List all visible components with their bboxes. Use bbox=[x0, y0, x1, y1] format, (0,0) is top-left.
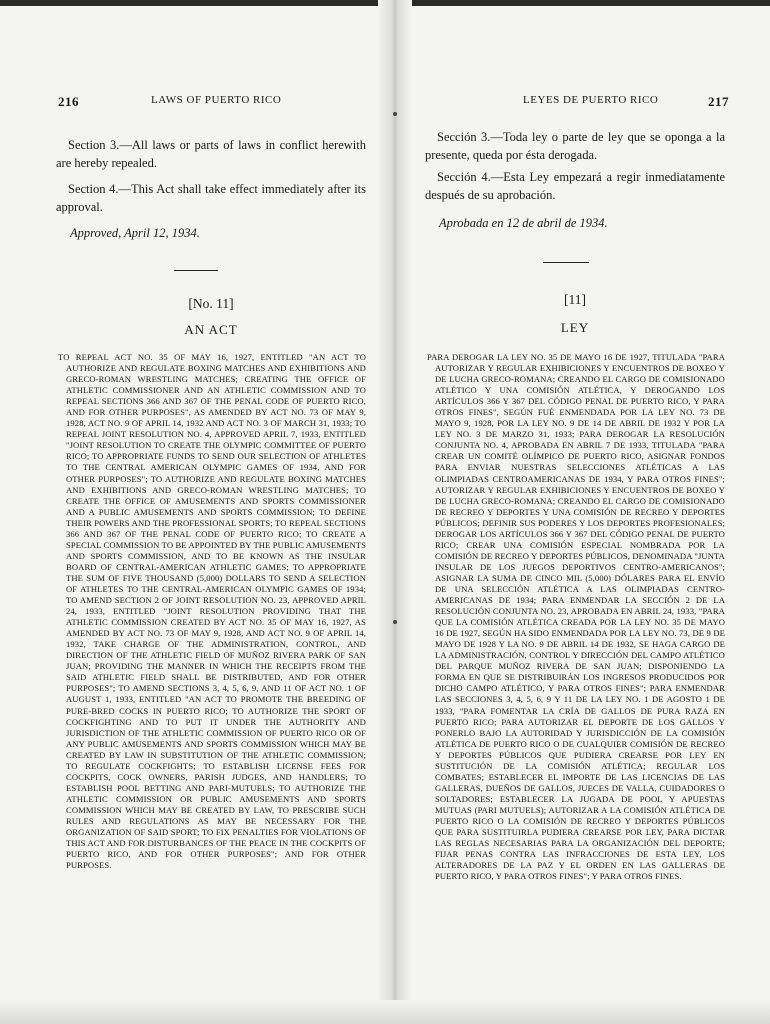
section-4-text: Section 4.—This Act shall take effect immediately after its approval. bbox=[56, 182, 366, 214]
gutter-mark bbox=[393, 112, 397, 116]
section-3-text: Section 3.—All laws or parts of laws in conflict herewith are hereby repealed. bbox=[56, 138, 366, 170]
right-running-header bbox=[425, 94, 729, 110]
act-heading: AN ACT bbox=[184, 322, 238, 337]
left-running-header bbox=[56, 94, 366, 110]
divider-rule bbox=[174, 270, 218, 271]
right-page bbox=[425, 0, 729, 1024]
running-title: LEYES DE PUERTO RICO bbox=[523, 94, 659, 106]
seccion-4-text: Sección 4.—Esta Ley empezará a regir inmediatamente después de su aprobación. bbox=[425, 170, 725, 202]
act-number: [No. 11] bbox=[188, 296, 234, 311]
book-gutter bbox=[378, 0, 412, 1024]
approval-date: Approved, April 12, 1934. bbox=[70, 226, 200, 240]
page-number: 217 bbox=[708, 94, 729, 109]
seccion-3-text: Sección 3.—Toda ley o parte de ley que se oponga a la presente, queda por ésta derogada. bbox=[425, 130, 725, 162]
gutter-mark bbox=[393, 620, 397, 624]
act-number: [11] bbox=[564, 292, 586, 307]
left-page bbox=[56, 0, 366, 1024]
act-summary bbox=[58, 352, 366, 871]
approval-date: Aprobada en 12 de abril de 1934. bbox=[439, 216, 608, 230]
act-summary-text: TO REPEAL ACT NO. 35 OF MAY 16, 1927, ENTITLED "AN ACT TO AUTHORIZE AND REGULATE BOXING MATCHES AND EXHIBITIONS AND GRECO-ROMAN WRESTLING MATCHES; CREATING THE OFFICE OF ATHLETIC COMMISSIONER AND AN ATHLETIC COMMISSION AND TO REPEAL SECTIONS 366 AND 367 OF THE PENAL CODE OF PUERTO RICO, AND FOR OTHER PURPOSES", AS AMENDED BY ACT NO. 73 OF MAY 9, 1928, ACT NO. 9 OF APRIL 14, 1932 AND ACT NO. 3 OF MARCH 31, 1933; TO REPEAL JOINT RESOLUTION NO. 4, APPROVED APRIL 7, 1933, ENTITLED "JOINT RESOLUTION TO CREATE THE OLYMPIC COMMITTEE OF PUERTO RICO; TO APPROPRIATE FUNDS TO SEND OUR SELECTION OF ATHLETES TO THE CENTRAL AMERICAN OLYMPIC GAMES OF 1934, AND FOR OTHER PURPOSES"; TO AUTHORIZE AND REGULATE BOXING MATCHES AND EXHIBITIONS AND GRECO-ROMAN WRESTLING MATCHES; TO CREATE THE OFFICE OF AMUSEMENTS AND SPORTS COMMISSIONER AND A PUBLIC AMUSEMENTS AND SPORTS COMMISSION; TO DEFINE THEIR POWERS AND THE PROFESSIONAL SPORTS; TO REPEAL SECTIONS 366 AND 367 OF THE PENAL CODE OF PUERTO RICO; TO CREATE A SPECIAL COMMISSION TO BE APPOINTED BY THE PUBLIC AMUSEMENTS AND SPORTS COMMISSION, AND TO BE KNOWN AS THE INSULAR BOARD OF CENTRAL-AMERICAN ATHLETIC GAMES; TO APPROPRIATE THE SUM OF FIVE THOUSAND (5,000) DOLLARS TO SEND A SELECTION OF ATHLETES TO THE CENTRAL-AMERICAN OLYMPIC GAMES OF 1934; TO AMEND SECTION 2 OF JOINT RESOLUTION NO. 23, APPROVED APRIL 24, 1933, ENTITLED "JOINT RESOLUTION PROVIDING THAT THE ATHLETIC COMMISSION CREATED BY ACT NO. 35 OF MAY 16, 1927, AS AMENDED BY ACT NO. 73 OF MAY 9, 1928, AND ACT NO. 9 OF APRIL 14, 1932, TAKE CHARGE OF THE ADMINISTRATION, CONTROL, AND DIRECTION OF THE ATHLETIC FIELD OF MUÑOZ RIVERA PARK OF SAN JUAN; PROVIDING THE MANNER IN WHICH THE RECEIPTS FROM THE SAID ATHLETIC FIELD SHALL BE DISTRIBUTED, AND FOR OTHER PURPOSES"; TO AMEND SECTIONS 3, 4, 5, 6, 9, AND 11 OF ACT NO. 1 OF AUGUST 1, 1933, ENTITLED "AN ACT TO PROMOTE THE BREEDING OF PURE-BRED COCKS IN PUERTO RICO; TO AUTHORIZE THE SPORT OF COCKFIGHTING AND TO PUT IT UNDER THE AUTHORITY AND JURISDICTION OF THE ATHLETIC COMMISSION OF PUERTO RICO OR OF ANY PUBLIC AMUSEMENTS AND SPORTS COMMISSION WHICH MAY BE CREATED BY LAW IN SUBSTITUTION OF THE ATHLETIC COMMISSION; TO REGULATE COCKFIGHTS; TO ESTABLISH LICENSE FEES FOR COCKPITS, COCK OWNERS, PARISH JUDGES, AND HANDLERS; TO ESTABLISH POOL BETTING AND PARI-MUTUELS; TO AUTHORIZE THE ATHLETIC COMMISSION OR PUBLIC AMUSEMENTS AND SPORTS COMMISSION WHICH MAY BE CREATED BY LAW, TO PRESCRIBE SUCH RULES AND REGULATIONS AS MAY BE NECESSARY FOR THE ORGANIZATION OF SAID SPORT; TO FIX PENALTIES FOR VIOLATIONS OF THIS ACT AND FOR DISTURBANCES OF THE PEACE IN THE COCKPITS OF PUERTO RICO, AND FOR OTHER PURPOSES"; AND FOR OTHER PURPOSES. bbox=[58, 352, 366, 871]
act-summary-text: PARA DEROGAR LA LEY NO. 35 DE MAYO 16 DE 1927, TITULADA "PARA AUTORIZAR Y REGULAR EXHIBICIONES Y ENCUENTROS DE BOXEO Y DE LUCHA GRECO-ROMANA; CREANDO EL CARGO DE COMISIONADO ATLÉTICO Y UNA COMISIÓN ATLÉTICA, Y DEROGANDO LOS ARTÍCULOS 366 Y 367 DEL CÓDIGO PENAL DE PUERTO RICO, Y PARA OTROS FINES", SEGÚN FUÉ ENMENDADA POR LA LEY NO. 73 DE MAYO 9, 1928, POR LA LEY NO. 9 DE 14 DE ABRIL DE 1932 Y POR LA LEY NO. 3 DE MARZO 31, 1933; PARA DEROGAR LA RESOLUCIÓN CONJUNTA NO. 4, APROBADA EN ABRIL 7 DE 1933, TITULADA "PARA CREAR UN COMITÉ OLÍMPICO DE PUERTO RICO, ASIGNAR FONDOS PARA ENVIAR NUESTRAS SELECCIONES ATLÉTICAS A LAS OLIMPIADAS CENTROAMERICANAS DE 1934, Y PARA OTROS FINES"; AUTORIZAR Y REGULAR EXHIBICIONES Y ENCUENTROS DE BOXEO Y DE LUCHA GRECO-ROMANA; CREANDO EL CARGO DE COMISIONADO DE RECREO Y DEPORTES Y UNA COMISIÓN DE RECREO Y DEPORTES PÚBLICOS; DEFINIR SUS PODERES Y LOS DEPORTES PROFESIONALES; DEROGAR LOS ARTÍCULOS 366 Y 367 DEL CÓDIGO PENAL DE PUERTO RICO; CREAR UNA COMISIÓN ESPECIAL NOMBRADA POR LA COMISIÓN DE RECREO Y DEPORTES PÚBLICOS, DENOMINADA "JUNTA INSULAR DE LOS JUEGOS DEPORTIVOS CENTRO-AMERICANOS"; ASIGNAR LA SUMA DE CINCO MIL (5,000) DÓLARES PARA EL ENVÍO DE UNA SELECCIÓN ATLÉTICA A LAS OLIMPIADAS CENTRO-AMERICANAS DE 1934; PARA ENMENDAR LA SECCIÓN 2 DE LA RESOLUCIÓN CONJUNTA NO. 23, APROBADA EN ABRIL 24, 1933, "PARA QUE LA COMISIÓN ATLÉTICA CREADA POR LA LEY NO. 35 DE MAYO 16 DE 1927, SEGÚN HA SIDO ENMENDADA POR LA LEY NO. 73, DE 9 DE MAYO DE 1928 Y LA NO. 9 DE ABRIL 14 DE 1932, SE HAGA CARGO DE LA ADMINISTRACIÓN, CONTROL Y DIRECCIÓN DEL CAMPO ATLÉTICO DEL PARQUE MUÑOZ RIVERA DE SAN JUAN; DISPONIENDO LA FORMA EN QUE SE DISTRIBUIRÁN LOS INGRESOS PRODUCIDOS POR DICHO CAMPO ATLÉTICO, Y PARA OTROS FINES"; PARA ENMENDAR LAS SECCIONES 3, 4, 5, 6, 9 Y 11 DE LA LEY NO. 1 DE AGOSTO 1 DE 1933, "PARA FOMENTAR LA CRÍA DE GALLOS DE PURA RAZA EN PUERTO RICO; PARA AUTORIZAR EL DEPORTE DE LOS GALLOS Y PONERLO BAJO LA AUTORIDAD Y JURISDICCIÓN DE LA COMISIÓN ATLÉTICA DE PUERTO RICO O DE CUALQUIER COMISIÓN DE RECREO Y DEPORTES PÚBLICOS QUE PUDIERA CREARSE POR LEY EN SUSTITUCIÓN DE LA COMISIÓN ATLÉTICA; REGULAR LOS COMBATES; ESTABLECER EL IMPORTE DE LAS LICENCIAS DE LAS GALLERAS, DUEÑOS DE GALLOS, JUECES DE VALLA, CUIDADORES O SOLTADORES; ESTABLECER LA JUGADA DE POOL Y APUESTAS MUTUAS (PARI MUTUELS); AUTORIZAR A LA COMISIÓN ATLÉTICA DE PUERTO RICO O LA COMISIÓN DE RECREO Y DEPORTES PÚBLICOS QUE PARA SUSTITUIRLA PUDIERA CREARSE POR LEY, PARA DICTAR LAS REGLAS NECESARIAS PARA LA ORGANIZACIÓN DEL DEPORTE; FIJAR PENAS CONTRA LAS INFRACCIONES DE ESTA LEY, LOS ALTERADORES DE LA PAZ Y EL ORDEN EN LAS GALLERAS DE PUERTO RICO, Y PARA OTROS FINES"; Y PARA OTROS FINES. bbox=[427, 352, 725, 882]
act-heading: LEY bbox=[560, 320, 590, 335]
divider-rule bbox=[543, 262, 589, 263]
page-number: 216 bbox=[58, 94, 79, 109]
running-title: LAWS OF PUERTO RICO bbox=[151, 94, 282, 106]
act-summary bbox=[427, 352, 725, 882]
